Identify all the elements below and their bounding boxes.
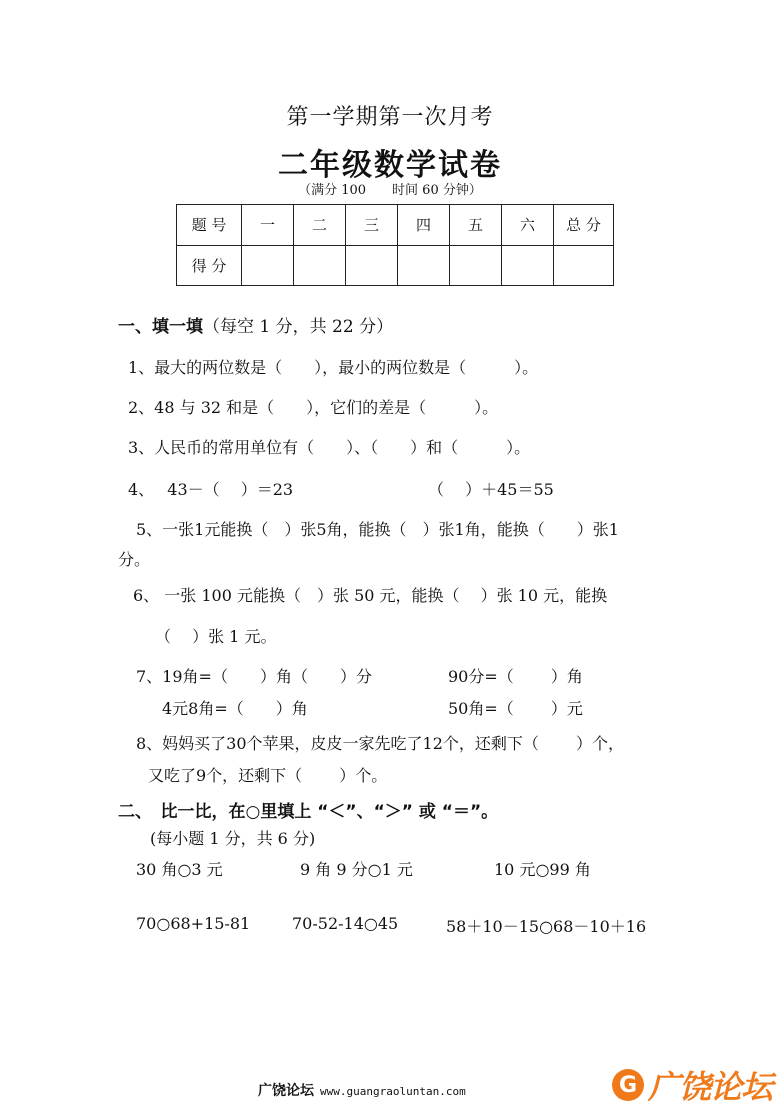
logo-text: 广饶论坛 — [648, 1068, 773, 1106]
section1-heading — [118, 312, 393, 337]
question-8-line1: 8、妈妈买了30个苹果，皮皮一家先吃了12个，还剩下（ ）个， — [136, 734, 624, 753]
exam-title: 二年级数学试卷 — [278, 148, 502, 183]
question-6-line1: 6、 一张 100 元能换（ ）张 50 元，能换（ ）张 10 元，能换 — [133, 586, 608, 605]
section2-points: (每小题 1 分，共 6 分) — [150, 829, 316, 848]
score-input-1[interactable] — [242, 245, 294, 286]
exam-subtitle: 第一学期第一次月考 — [286, 105, 494, 130]
question-7a: 7、19角=（ ）角（ ）分 — [136, 667, 372, 686]
score-table-header-row — [177, 205, 614, 246]
question-4a: 4、 43－（ ）＝23 — [128, 480, 294, 499]
score-cell-2: 二 — [294, 205, 346, 246]
question-6-line2: （ ）张 1 元。 — [155, 627, 277, 646]
question-7b: 90分=（ ）角 — [448, 667, 583, 686]
exam-note: （满分 100 时间 60 分钟） — [298, 183, 482, 198]
score-row-label: 得 分 — [177, 245, 242, 286]
score-cell-3: 三 — [346, 205, 398, 246]
compare-5: 70-52-14○45 — [292, 914, 399, 933]
section1-points: （每空 1 分，共 22 分） — [203, 317, 394, 337]
footer-url[interactable]: www.guangraoluntan.com — [320, 1085, 466, 1098]
score-table-score-row — [177, 245, 614, 286]
logo-mark-icon: G — [612, 1069, 644, 1101]
question-7d: 50角=（ ）元 — [448, 699, 583, 718]
site-logo — [612, 1062, 772, 1108]
question-8-line2: 又吃了9个，还剩下（ ）个。 — [148, 766, 388, 785]
question-4b: （ ）＋45＝55 — [428, 480, 554, 499]
score-cell-total: 总 分 — [554, 205, 614, 246]
compare-3: 10 元○99 角 — [494, 860, 591, 879]
compare-6: 58＋10－15○68－10＋16 — [446, 917, 647, 936]
score-cell-label: 题 号 — [177, 205, 242, 246]
score-cell-6: 六 — [502, 205, 554, 246]
score-input-3[interactable] — [346, 245, 398, 286]
section2-heading — [118, 797, 498, 822]
score-input-6[interactable] — [502, 245, 554, 286]
score-cell-1: 一 — [242, 205, 294, 246]
score-input-4[interactable] — [398, 245, 450, 286]
footer-brand: 广饶论坛 — [258, 1083, 314, 1099]
footer — [258, 1080, 466, 1100]
score-table — [176, 204, 614, 286]
question-2: 2、48 与 32 和是（ ），它们的差是（ ）。 — [128, 398, 499, 417]
question-5-line2: 分。 — [118, 550, 151, 569]
question-5-line1: 5、一张1元能换（ ）张5角，能换（ ）张1角，能换（ ）张1 — [136, 520, 619, 539]
score-input-2[interactable] — [294, 245, 346, 286]
compare-2: 9 角 9 分○1 元 — [300, 860, 413, 879]
question-7c: 4元8角=（ ）角 — [162, 699, 308, 718]
compare-1: 30 角○3 元 — [136, 860, 223, 879]
question-3: 3、人民币的常用单位有（ ）、（ ）和（ ）。 — [128, 438, 531, 457]
compare-4: 70○68+15-81 — [136, 914, 251, 933]
score-input-total[interactable] — [554, 245, 614, 286]
score-cell-5: 五 — [450, 205, 502, 246]
question-1: 1、最大的两位数是（ ），最小的两位数是（ ）。 — [128, 358, 539, 377]
score-cell-4: 四 — [398, 205, 450, 246]
section2-title: 二、 比一比，在○里填上 “＜”、“＞” 或 “＝”。 — [118, 802, 499, 822]
score-input-5[interactable] — [450, 245, 502, 286]
section1-title: 一、填一填 — [118, 317, 203, 337]
